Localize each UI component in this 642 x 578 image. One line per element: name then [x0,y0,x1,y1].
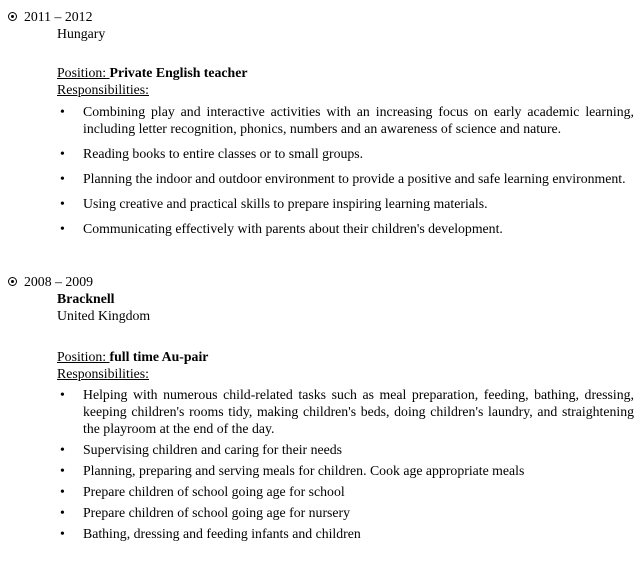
responsibility-item: • Helping with numerous child-related tasks such as meal preparation, feeding, bathing, dressing, keeping children's rooms tidy, making children's beds, doing children's laundry, and straightening the playroom at the end of the day. [83,386,634,437]
position-value: Private English teacher [109,65,248,80]
responsibility-item: • Using creative and practical skills to prepare inspiring learning materials. [83,195,634,212]
position-label: Position: [57,65,107,80]
circled-dot-bullet-icon [8,277,17,286]
responsibility-item: • Planning the indoor and outdoor environment to provide a positive and safe learning environment. [83,170,634,187]
circled-dot-bullet-center [11,15,14,18]
responsibility-item: • Communicating effectively with parents about their children's development. [83,220,634,237]
responsibility-item: • Bathing, dressing and feeding infants and children [83,525,634,542]
location-line-city: Bracknell [57,291,115,306]
circled-dot-bullet-center [11,280,14,283]
responsibility-item: • Combining play and interactive activities with an increasing focus on early academic learning, including letter recognition, phonics, numbers and an awareness of science and nature. [83,103,634,137]
responsibility-item: • Supervising children and caring for their needs [83,441,634,458]
responsibility-item: • Planning, preparing and serving meals for children. Cook age appropriate meals [83,462,634,479]
responsibilities-label: Responsibilities: [57,82,149,97]
responsibility-item: • Reading books to entire classes or to small groups. [83,145,634,162]
location-line: Hungary [57,26,106,41]
responsibilities-label: Responsibilities: [57,366,149,381]
period-text: 2011 – 2012 [24,9,93,24]
responsibilities-list [0,103,634,237]
entry-header [8,8,642,25]
period-text: 2008 – 2009 [24,274,93,289]
position-label: Position: [57,349,107,364]
location-line-country: United Kingdom [57,308,151,323]
responsibilities-list [0,386,634,542]
position-value: full time Au-pair [109,349,209,364]
responsibility-item: • Prepare children of school going age for nursery [83,504,634,521]
responsibility-item: • Prepare children of school going age for school [83,483,634,500]
experience-entry-2011-2012 [0,8,642,237]
circled-dot-bullet-icon [8,12,17,21]
entry-header [8,273,642,290]
experience-entry-2008-2009 [0,273,642,542]
position-line [57,64,642,81]
position-line [57,348,642,365]
